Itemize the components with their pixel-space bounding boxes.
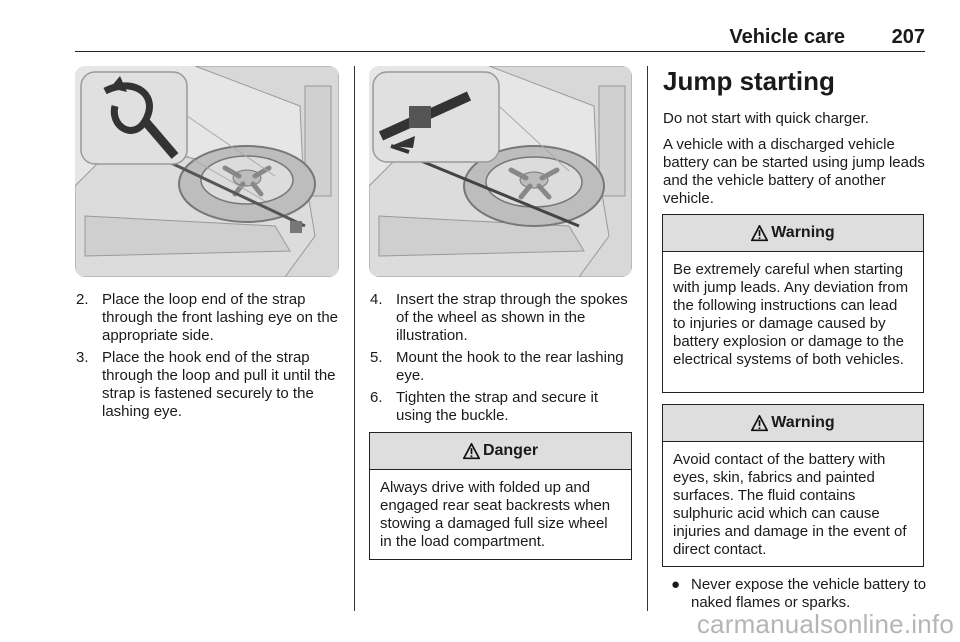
warning-triangle-icon bbox=[463, 443, 480, 460]
step-text: Mount the hook to the rear lashing eye. bbox=[396, 349, 624, 384]
bullet-symbol: ● bbox=[671, 576, 681, 593]
step-text: Insert the strap through the spokes of the wheel as shown in the illustration. bbox=[396, 291, 628, 344]
steps-list-col1 bbox=[76, 291, 338, 425]
warning-box bbox=[662, 214, 924, 393]
step-number: 3. bbox=[76, 349, 89, 366]
danger-box bbox=[369, 432, 632, 560]
warning-box bbox=[662, 404, 924, 567]
page-header bbox=[75, 24, 925, 52]
step-number: 6. bbox=[370, 389, 383, 406]
step-number: 2. bbox=[76, 291, 89, 308]
paragraph: Do not start with quick charger. bbox=[663, 110, 869, 127]
section-title: Vehicle care bbox=[729, 26, 845, 48]
column-divider-right bbox=[647, 66, 648, 611]
danger-box-title: Danger bbox=[482, 442, 539, 459]
list-item bbox=[370, 389, 634, 425]
list-item bbox=[370, 349, 634, 385]
list-item bbox=[76, 291, 338, 345]
page-number: 207 bbox=[891, 26, 925, 48]
section-heading: Jump starting bbox=[663, 66, 835, 96]
list-item bbox=[76, 349, 338, 421]
steps-list-col2 bbox=[370, 291, 634, 429]
column-divider-left bbox=[354, 66, 355, 611]
danger-box-header bbox=[370, 433, 631, 470]
warning-box-title: Warning bbox=[771, 414, 835, 431]
warning-box-header bbox=[663, 215, 923, 252]
bullet-item bbox=[663, 576, 927, 612]
bullet-text: Never expose the vehicle battery to naked flames or sparks. bbox=[691, 576, 927, 611]
illustration-spare-wheel-loop bbox=[75, 66, 339, 277]
warning-box-text: Be extremely careful when starting with jump leads. Any deviation from the following instructions can lead to injuries or damage caused by battery explosion or damage to the electrical systems of both vehicles. bbox=[673, 261, 909, 368]
warning-triangle-icon bbox=[751, 415, 768, 432]
step-text: Place the loop end of the strap through the front lashing eye on the appropriate side. bbox=[102, 291, 339, 344]
step-number: 4. bbox=[370, 291, 383, 308]
warning-box-text: Avoid contact of the battery with eyes, skin, fabrics and painted surfaces. The fluid contains sulphuric acid which can cause injuries and damage in the event of direct contact. bbox=[673, 451, 907, 558]
step-text: Place the hook end of the strap through the loop and pull it until the strap is fastened securely to the lashing eye. bbox=[102, 349, 336, 420]
list-item bbox=[370, 291, 634, 345]
warning-triangle-icon bbox=[751, 225, 768, 242]
paragraph: A vehicle with a discharged vehicle battery can be started using jump leads and the vehicle battery of another vehicle. bbox=[663, 136, 925, 207]
step-text: Tighten the strap and secure it using the buckle. bbox=[396, 389, 599, 424]
illustration-strap-through-spokes bbox=[369, 66, 632, 277]
warning-box-header bbox=[663, 405, 923, 442]
watermark-text: carmanualsonline.info bbox=[696, 609, 954, 639]
step-number: 5. bbox=[370, 349, 383, 366]
warning-box-title: Warning bbox=[771, 224, 835, 241]
danger-box-text: Always drive with folded up and engaged rear seat backrests when stowing a damaged full size wheel in the load compartment. bbox=[380, 479, 611, 550]
